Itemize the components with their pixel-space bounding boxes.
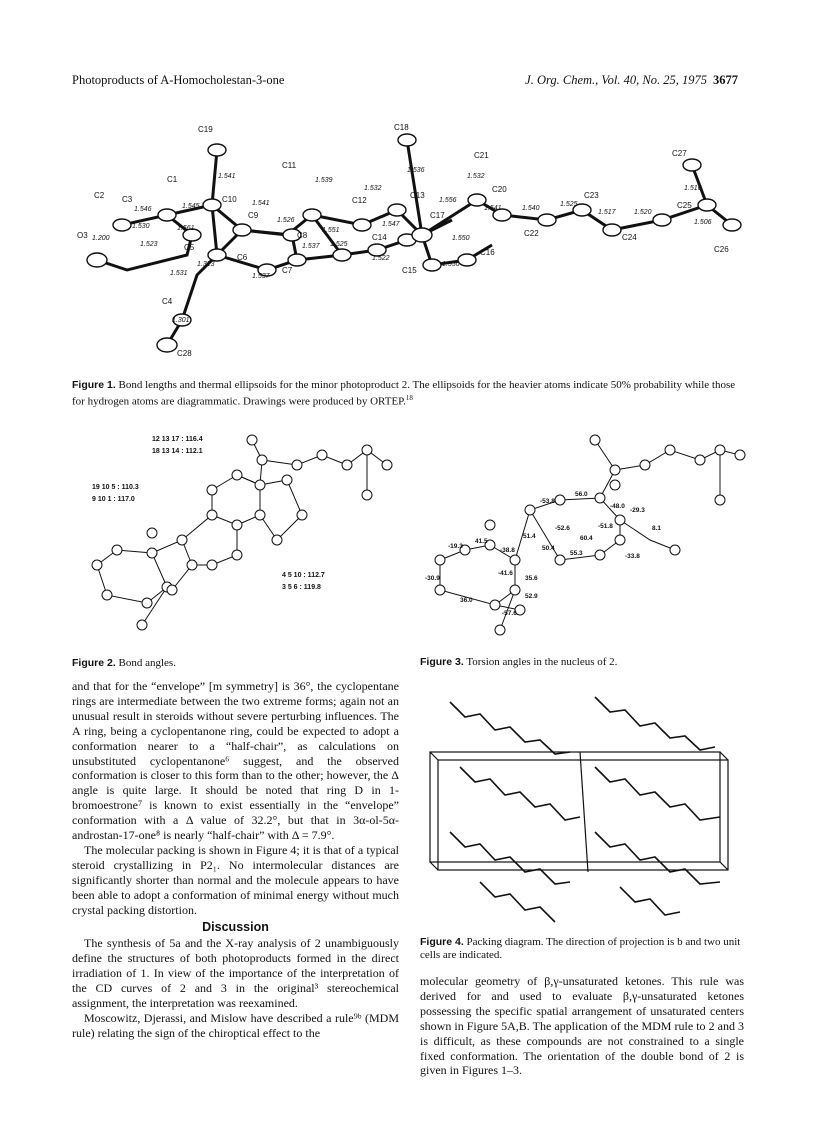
atom-label: C10	[222, 195, 237, 204]
bond-length: 1.523	[140, 241, 158, 248]
bond-length: 1.545	[182, 203, 200, 210]
figure3-torsion-angles-diagram	[420, 430, 750, 650]
torsion-value: -33.8	[625, 553, 640, 560]
atom-label: C6	[237, 253, 248, 262]
figure4-packing-diagram	[420, 682, 750, 930]
atom-label: C14	[372, 233, 387, 242]
bond-length: 1.537	[252, 273, 270, 280]
atom-label: C18	[394, 123, 409, 132]
bond-length: 1.547	[382, 221, 400, 228]
torsion-value: 52.9	[525, 593, 538, 600]
page-number: 3677	[713, 73, 738, 87]
bond-length: 1.540	[522, 205, 540, 212]
bond-length: 1.551	[322, 227, 340, 234]
paragraph: Moscowitz, Djerassi, and Mislow have described a rule⁹ᵇ (MDM rule) relating the sign of the chiroptical effect to the	[72, 1010, 399, 1040]
atom-label: C26	[714, 245, 729, 254]
atom-label: C2	[94, 191, 105, 200]
torsion-value: -30.9	[425, 575, 440, 582]
bond-length: 1.525	[560, 201, 578, 208]
atom-label: C21	[474, 151, 489, 160]
figure4-molecules	[450, 697, 720, 922]
atom-label: C19	[198, 125, 213, 134]
atom-label: C24	[622, 233, 637, 242]
figure1-ortep-drawing	[72, 110, 744, 372]
bond-length: 1.536	[407, 167, 425, 174]
torsion-value: -41.6	[498, 570, 513, 577]
bond-length: 1.530	[132, 223, 150, 230]
torsion-value: -38.8	[500, 547, 515, 554]
bond-length: 1.541	[218, 173, 236, 180]
atom-label: C3	[122, 195, 133, 204]
bond-length: 1.520	[634, 209, 652, 216]
figure2-bond-angles-diagram	[72, 425, 402, 650]
figure1-caption-label: Figure 1.	[72, 379, 116, 391]
atom-label: C15	[402, 266, 417, 275]
atom-label: C22	[524, 229, 539, 238]
torsion-value: -48.0	[610, 503, 625, 510]
bond-length: 1.525	[330, 241, 348, 248]
atom-label: C4	[162, 297, 173, 306]
paragraph: and that for the “envelope” [m symmetry] is 36°, the cyclopentane rings are intermediate between the two extreme forms; again not an unusual result in steroids without severe perturbing influences. The A ring, being a cyclopentanone ring, could be expected to adopt a conformation nearer to a “half-chair”, as calculations on unsubstituted cyclopentanone⁶ suggest, and the observed conformation is closer to this form than to the other; however, the Δ angle is quite large. It should be noted that ring D in 1-bromoestrone⁷ is known to exist essentially in the “envelope” conformation with a Δ value of 32.2°, but that in 3α-ol-5α-androstan-17-one⁸ is nearly “half-chair” with Δ = 7.9°.	[72, 679, 399, 843]
atom-label: C16	[480, 248, 495, 257]
figure3-caption-text: Torsion angles in the nucleus of 2.	[466, 656, 618, 668]
angle-note: 18 13 14 : 112.1	[152, 448, 203, 455]
atom-label: C8	[297, 231, 308, 240]
figure1-caption-text: Bond lengths and thermal ellipsoids for the minor photoproduct 2. The ellipsoids for the heavier atoms indicate 50% probability while those for hydrogen atoms are diagrammatic. Drawings were produced by ORTEP.	[72, 379, 736, 408]
bond-length: 1.517	[598, 209, 616, 216]
figure1-caption	[72, 379, 744, 409]
paragraph: molecular geometry of β,γ-unsaturated ketones. This rule was derived for and used to evaluate β,γ-unsaturated ketones possessing the specific spatial arrangement of unsaturated centers shown in Figure 5A,B. The application of the MDM rule to 2 and 3 is difficult, as these compounds are not constrained to a single fixed conformation. The orientation of the double bond of 2 is given in Figures 1–3.	[420, 974, 744, 1078]
figure3-caption-label: Figure 3.	[420, 656, 464, 668]
bond-length: 1.539	[315, 177, 333, 184]
bond-length: 1.532	[364, 185, 382, 192]
figure4-caption	[420, 936, 744, 962]
torsion-value: 8.1	[652, 525, 662, 532]
torsion-value: 55.3	[570, 550, 583, 557]
angle-note: 19 10 5 : 110.3	[92, 484, 139, 491]
bond-length: 1.541	[484, 205, 502, 212]
running-title: Photoproducts of A-Homocholestan-3-one	[72, 73, 285, 87]
journal-citation	[480, 73, 738, 88]
angle-note: 9 10 1 : 117.0	[92, 496, 135, 503]
angle-note: 4 5 10 : 112.7	[282, 572, 325, 579]
atom-label: C13	[410, 191, 425, 200]
bond-length: 1.546	[134, 206, 152, 213]
torsion-value: 50.4	[542, 545, 555, 552]
paragraph: The synthesis of 5a and the X-ray analysis of 2 unambiguously define the structures of both photoproducts formed in the direct irradiation of 1. In view of the importance of the interpretation of the CD curves of 2 and 3 in the original³ stereochemical assignment, the interpretation was reexamined.	[72, 936, 399, 1011]
figure1-caption-ref: 18	[405, 394, 413, 402]
figure4-caption-text: Packing diagram. The direction of projection is b and two unit cells are indicated.	[420, 936, 741, 961]
bond-length: 1.323	[197, 261, 215, 268]
bond-length: 1.301	[172, 317, 190, 324]
atom-label: C23	[584, 191, 599, 200]
bond-length: 1.506	[694, 219, 712, 226]
bond-length: 1.200	[92, 235, 110, 242]
paragraph: The molecular packing is shown in Figure 4; it is that of a typical steroid crystallizing in P2₁. No intermolecular distances are significantly shorter than normal and the molecule appears to have been able to adopt a conformation of minimal energy without much crystal packing distortion.	[72, 842, 399, 917]
bond-length: 1.541	[252, 200, 270, 207]
right-text-column	[420, 974, 744, 1078]
atom-label: C12	[352, 196, 367, 205]
torsion-value: -19.3	[448, 543, 463, 550]
journal-name: J. Org. Chem., Vol. 40, No. 25, 1975	[525, 73, 707, 87]
atom-label: C20	[492, 185, 507, 194]
angle-note: 12 13 17 : 116.4	[152, 436, 203, 443]
bond-length: 1.531	[170, 270, 188, 277]
torsion-value: 60.4	[580, 535, 593, 542]
torsion-value: 35.6	[525, 575, 538, 582]
bond-length: 1.550	[452, 235, 470, 242]
figure2-caption	[72, 657, 176, 670]
torsion-value: -53.8	[540, 498, 555, 505]
figure4-caption-label: Figure 4.	[420, 936, 464, 948]
atom-label: O3	[77, 231, 88, 240]
atom-label: C25	[677, 201, 692, 210]
bond-length: 1.556	[439, 197, 457, 204]
torsion-value: -57.6	[502, 610, 517, 617]
figure2-caption-text: Bond angles.	[118, 657, 176, 669]
atom-label: C9	[248, 211, 259, 220]
atom-label: C17	[430, 211, 445, 220]
bond-length: 1.522	[372, 255, 390, 262]
torsion-value: 56.0	[575, 491, 588, 498]
torsion-value: -51.8	[598, 523, 613, 530]
section-heading-discussion: Discussion	[202, 919, 269, 934]
atom-label: C7	[282, 266, 293, 275]
bond-length: 1.537	[302, 243, 320, 250]
atom-label: C27	[672, 149, 687, 158]
torsion-value: 51.4	[523, 533, 536, 540]
figure3-caption	[420, 656, 617, 669]
left-text-column	[72, 679, 399, 1041]
torsion-value: -52.6	[555, 525, 570, 532]
torsion-value: -29.3	[630, 507, 645, 514]
bond-length: 1.526	[277, 217, 295, 224]
bond-length: 1.516	[684, 185, 702, 192]
torsion-value: 41.5	[475, 538, 488, 545]
angle-note: 3 5 6 : 119.8	[282, 584, 321, 591]
atom-label: C11	[282, 161, 297, 170]
bond-length: 1.532	[467, 173, 485, 180]
atom-label: C5	[184, 243, 195, 252]
bond-length: 1.550	[442, 261, 460, 268]
figure2-caption-label: Figure 2.	[72, 657, 116, 669]
atom-label: C1	[167, 175, 178, 184]
bond-length: 1.561	[177, 225, 195, 232]
atom-label: C28	[177, 349, 192, 358]
torsion-value: 36.0	[460, 597, 473, 604]
